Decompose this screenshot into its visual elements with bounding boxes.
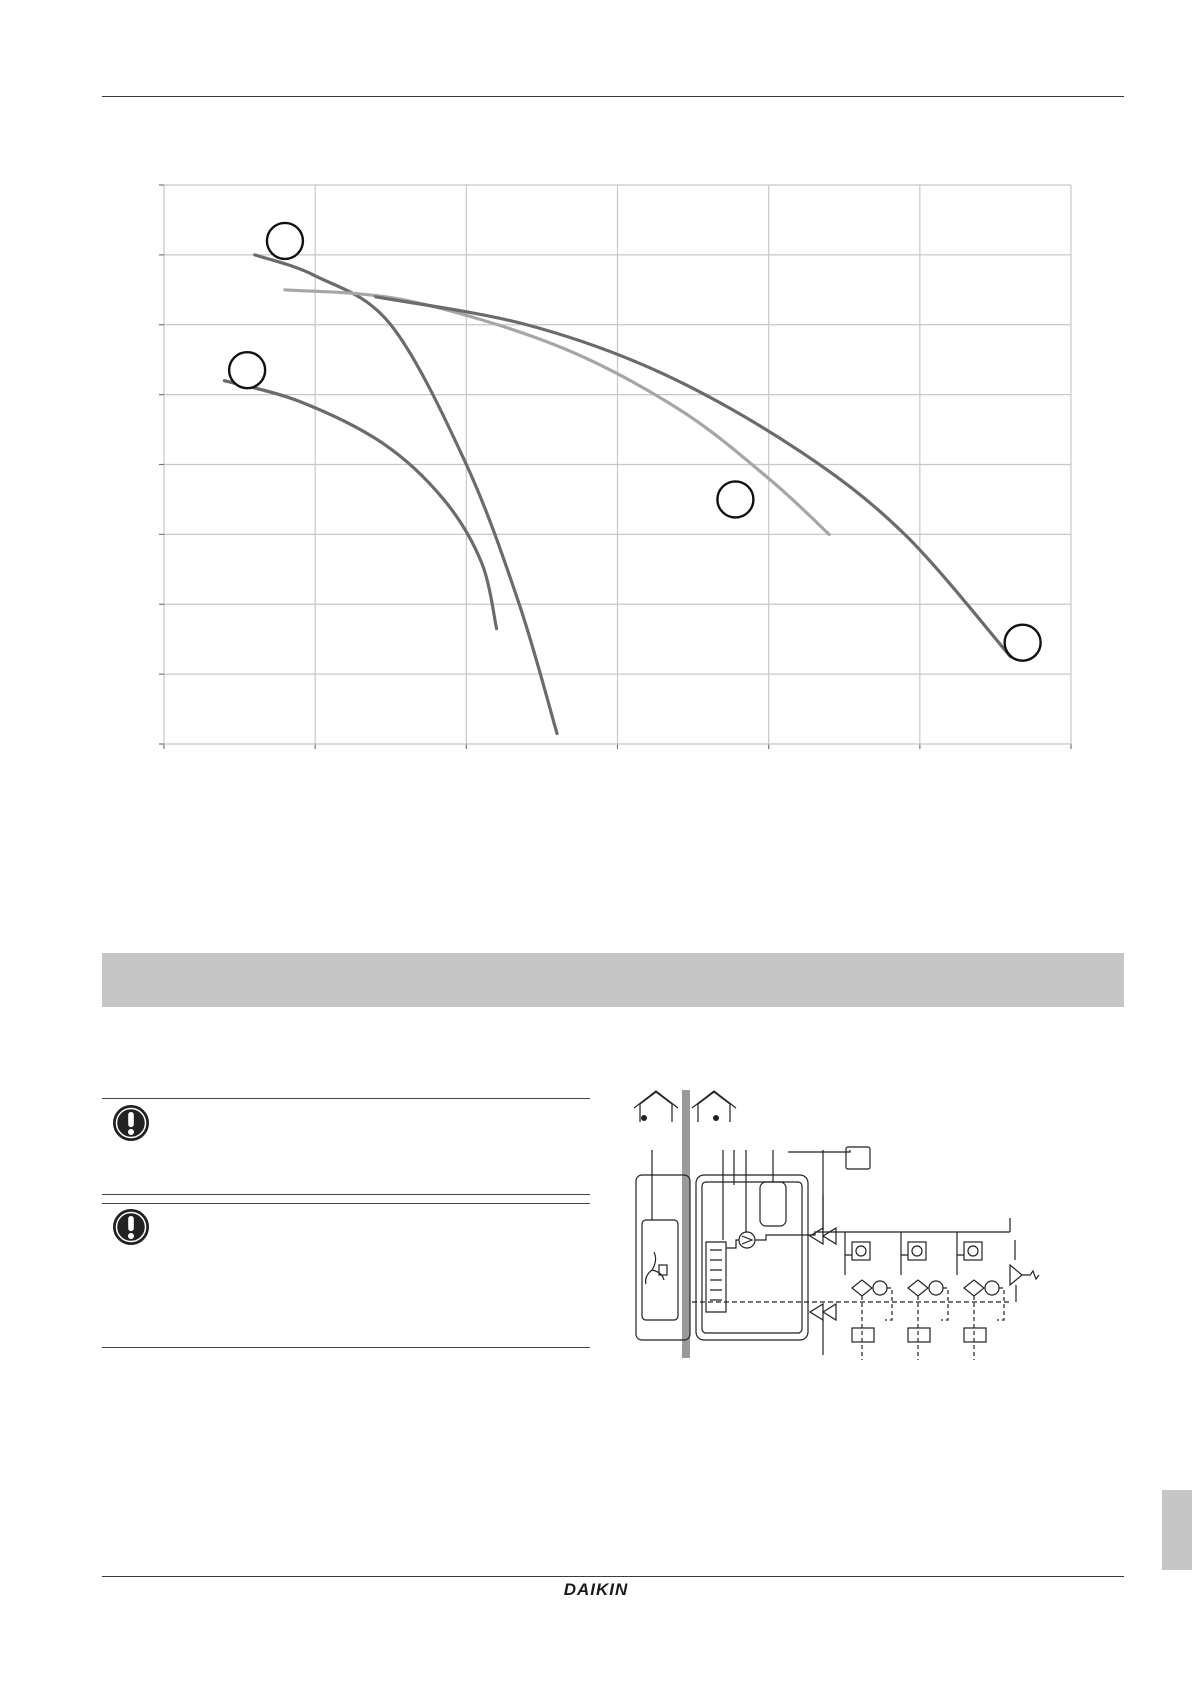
section-heading-band <box>102 953 1124 1007</box>
svg-text:DAIKIN: DAIKIN <box>563 1580 629 1599</box>
three-way-valve-icon <box>908 1280 948 1360</box>
fan-coil-icon <box>957 1232 982 1275</box>
exclamation-circle-icon <box>112 1208 150 1246</box>
outdoor-unit-box <box>636 1175 690 1340</box>
wall <box>682 1090 690 1358</box>
valve-icon <box>810 1228 836 1244</box>
callout-marker-c <box>717 481 753 517</box>
three-way-valve-icon <box>852 1280 892 1360</box>
callout-marker-b <box>229 352 265 388</box>
fan-icon <box>646 1252 667 1284</box>
pump-icon <box>739 1232 755 1248</box>
system-schematic <box>630 1090 1050 1370</box>
exclamation-circle-icon <box>112 1104 150 1142</box>
fan-coil-icon <box>845 1232 870 1275</box>
valve-icon <box>810 1195 836 1355</box>
bypass-valve-icon <box>1010 1218 1039 1302</box>
series-line-b <box>224 381 496 629</box>
notice-divider-rule <box>102 1194 590 1195</box>
callout-marker-a <box>267 223 303 259</box>
pump-curve-chart <box>0 0 1192 760</box>
notice-top-rule <box>102 1098 590 1099</box>
house-icon <box>634 1091 678 1122</box>
daikin-logo <box>540 1578 652 1600</box>
house-icon <box>692 1091 736 1122</box>
indoor-unit-box <box>696 1175 808 1340</box>
outdoor-unit <box>642 1220 678 1320</box>
notice-bottom-rule <box>102 1347 590 1348</box>
expansion-tank <box>760 1182 786 1226</box>
fan-coil-icon <box>901 1232 926 1275</box>
notice-divider-rule <box>102 1203 590 1204</box>
callout-marker-d <box>1005 625 1041 661</box>
series-line-a <box>255 255 557 734</box>
three-way-valve-icon <box>964 1280 1004 1360</box>
footer-rule <box>102 1576 1124 1577</box>
chapter-tab <box>1162 1490 1192 1570</box>
